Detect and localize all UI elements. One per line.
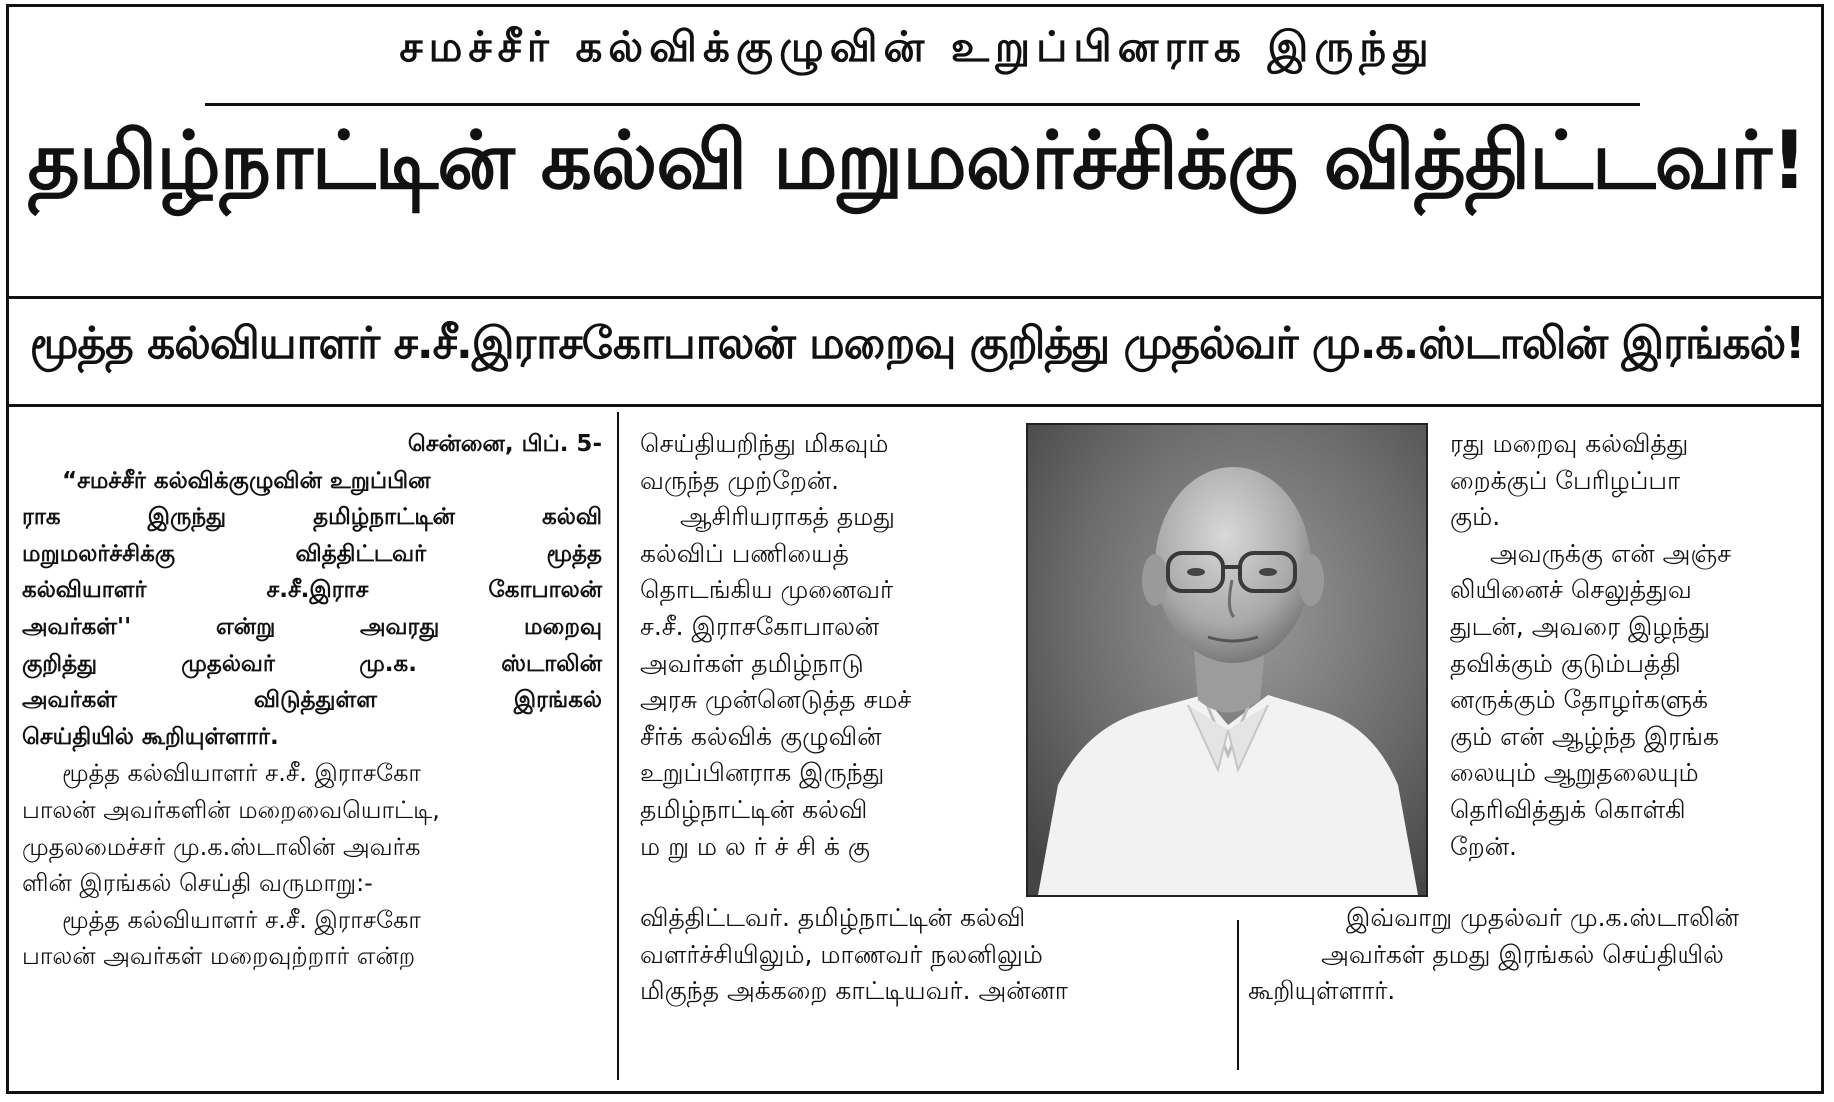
kicker-underline <box>205 103 1640 106</box>
body-line: கூறியுள்ளார். <box>1248 976 1396 1006</box>
lead-line: அவர்கள் விடுத்துள்ள இரங்கல் <box>22 687 602 714</box>
body-line: றைக்குப் பேரிழப்பா <box>1450 465 1681 495</box>
body-line: லியினைச் செலுத்துவ <box>1450 575 1692 605</box>
body-line: இவ்வாறு முதல்வர் மு.க.ஸ்டாலின் <box>1346 903 1739 932</box>
body-line: சீர்க் கல்விக் குழுவின் <box>640 721 882 751</box>
column-rule-1 <box>617 412 619 1080</box>
body-line: மூத்த கல்வியாளர் ச.சீ. இராசகோ <box>62 905 421 934</box>
body-line: துடன், அவரை இழந்து <box>1450 611 1711 641</box>
body-column-3-bottom <box>1240 900 1805 1010</box>
body-line: லையும் ஆறுதலையும் <box>1450 758 1699 788</box>
body-line: வருந்த முற்றேன். <box>640 465 840 495</box>
body-line: கும் என் ஆழ்ந்த இரங்க <box>1450 721 1719 751</box>
body-column-1 <box>22 426 602 975</box>
body-line: உறுப்பினராக இருந்து <box>640 758 885 788</box>
body-line: மிகுந்த அக்கறை காட்டியவர். அன்னா <box>640 976 1068 1006</box>
body-line: தவிக்கும் குடும்பத்தி <box>1450 648 1681 678</box>
dateline: சென்னை, பிப். 5- <box>407 431 602 457</box>
body-line: ம று ம ல ர் ச் சி க் கு <box>640 831 871 861</box>
body-line: அவர்கள் தமது இரங்கல் செய்தியில் <box>1321 939 1724 969</box>
portrait-photo <box>1026 423 1428 897</box>
body-line: ரது மறைவு கல்வித்து <box>1450 429 1689 458</box>
body-column-3 <box>1450 426 1805 865</box>
body-line: றேன். <box>1450 831 1517 861</box>
body-line: ஆசிரியராகத் தமது <box>680 502 895 532</box>
body-line: தெரிவித்துக் கொள்கி <box>1450 794 1686 824</box>
body-line: ளின் இரங்கல் செய்தி வருமாறு:- <box>22 869 373 898</box>
body-line: தமிழ்நாட்டின் கல்வி <box>640 794 868 824</box>
portrait-illustration <box>1028 425 1426 895</box>
body-line: னருக்கும் தோழர்களுக் <box>1450 685 1709 715</box>
article-kicker: சமச்சீர் கல்விக்குழுவின் உறுப்பினராக இருந்து <box>399 22 1435 71</box>
headline-divider <box>6 296 1824 299</box>
lead-line: குறித்து முதல்வர் மு.க. ஸ்டாலின் <box>22 650 602 677</box>
article-headline: தமிழ்நாட்டின் கல்வி மறுமலர்ச்சிக்கு வித்திட்டவர்! <box>27 114 1807 207</box>
lead-line: ராக இருந்து தமிழ்நாட்டின் கல்வி <box>22 504 602 531</box>
body-column-2-bottom <box>640 900 1210 1010</box>
body-line: கும். <box>1450 502 1501 532</box>
body-line: வளர்ச்சியிலும், மாணவர் நலனிலும் <box>640 939 1043 969</box>
body-line: வித்திட்டவர். தமிழ்நாட்டின் கல்வி <box>640 903 1026 932</box>
body-line: பாலன் அவர்களின் மறைவையொட்டி, <box>22 795 440 824</box>
body-column-2 <box>640 426 1030 865</box>
body-line: முதலமைச்சர் மு.க.ஸ்டாலின் அவர்க <box>22 832 421 861</box>
article-subhead: மூத்த கல்வியாளர் ச.சீ.இராசகோபாலன் மறைவு குறித்து முதல்வர் மு.க.ஸ்டாலின் இரங்கல்! <box>29 318 1805 369</box>
body-line: மூத்த கல்வியாளர் ச.சீ. இராசகோ <box>62 759 421 788</box>
body-line: அரசு முன்னெடுத்த சமச் <box>640 685 912 715</box>
lead-line: அவர்கள்'' என்று அவரது மறைவு <box>22 613 602 640</box>
lead-line: மறுமலர்ச்சிக்கு வித்திட்டவர் மூத்த <box>22 540 602 567</box>
body-line: அவர்கள் தமிழ்நாடு <box>640 648 864 678</box>
body-line: தொடங்கிய முனைவர் <box>640 575 894 605</box>
body-line: அவருக்கு என் அஞ்ச <box>1490 538 1732 568</box>
column-rule-2 <box>1237 920 1239 1070</box>
body-line: பாலன் அவர்கள் மறைவுற்றார் என்ற <box>22 942 416 971</box>
subhead-divider <box>6 404 1824 407</box>
lead-line: செய்தியில் கூறியுள்ளார். <box>22 723 279 750</box>
body-line: கல்விப் பணியைத் <box>640 538 849 568</box>
lead-line: கல்வியாளர் ச.சீ.இராச கோபாலன் <box>22 577 602 604</box>
body-line: செய்தியறிந்து மிகவும் <box>640 429 889 458</box>
lead-line: “சமச்சீர் கல்விக்குழுவின் உறுப்பின <box>62 467 431 494</box>
body-line: ச.சீ. இராசகோபாலன் <box>640 611 880 641</box>
